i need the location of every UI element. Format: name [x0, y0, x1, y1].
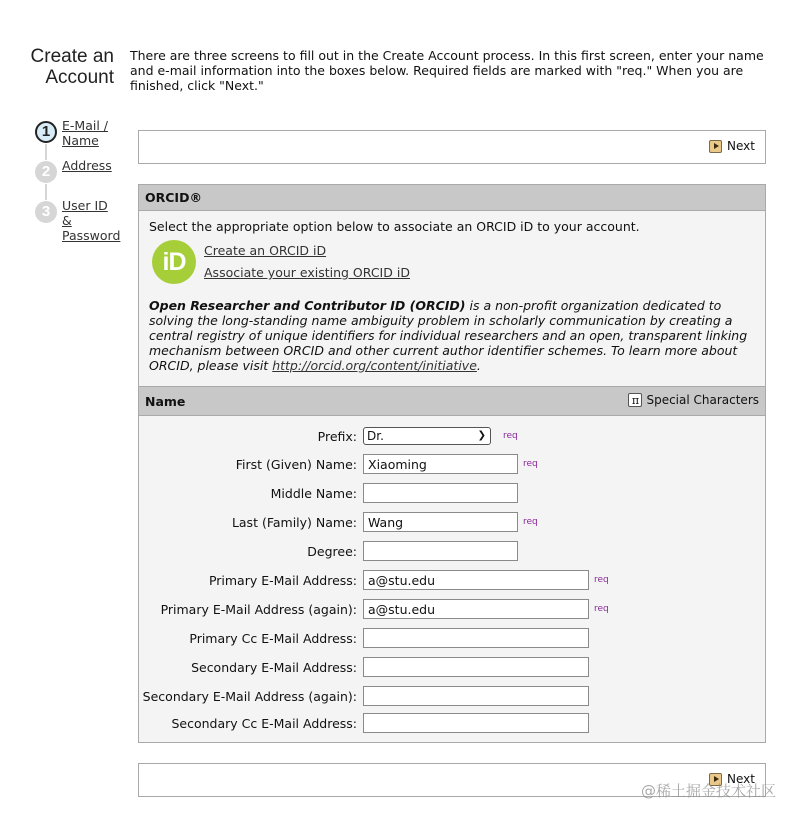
step-label: E-Mail /	[62, 118, 108, 133]
primary-email-row	[139, 570, 765, 592]
req-marker: req	[503, 431, 518, 441]
orcid-desc-end: .	[476, 358, 481, 373]
req-marker: req	[594, 575, 609, 585]
intro-text: There are three screens to fill out in the Create Account process. In this first screen, enter your name and e-mail information into the boxes below. Required fields are marked with "req." When you are finished, click "Next."	[130, 48, 764, 93]
secondary-email-again-row	[139, 686, 765, 708]
middle-name-row	[139, 483, 765, 505]
next-label: Next	[727, 139, 755, 153]
last-name-input[interactable]	[363, 512, 518, 532]
degree-row	[139, 541, 765, 563]
page-title	[24, 46, 114, 88]
step-number: 2	[35, 161, 57, 183]
primary-email-label: Primary E-Mail Address:	[208, 573, 357, 588]
primary-email-again-row	[139, 599, 765, 621]
top-nav-bar	[138, 130, 766, 164]
step-label: Password	[62, 228, 121, 243]
create-orcid-link[interactable]: Create an ORCID iD	[204, 243, 327, 258]
step-email-name[interactable]	[30, 118, 130, 158]
orcid-panel	[138, 184, 766, 388]
name-header	[139, 387, 765, 416]
middle-name-label: Middle Name:	[270, 486, 357, 501]
step-label: Address	[62, 158, 112, 173]
step-address-link[interactable]	[62, 158, 126, 173]
step-userid-password-link[interactable]	[62, 198, 126, 243]
last-name-label: Last (Family) Name:	[231, 515, 357, 530]
page-title-line2: Account	[45, 67, 114, 88]
special-characters-label: Special Characters	[646, 393, 759, 407]
orcid-initiative-link[interactable]: http://orcid.org/content/initiative	[272, 358, 477, 373]
step-address[interactable]	[30, 158, 130, 198]
orcid-header-title: ORCID®	[145, 190, 202, 205]
watermark: @稀土掘金技术社区	[640, 782, 776, 800]
step-label: User ID	[62, 198, 108, 213]
step-number: 1	[35, 121, 57, 143]
secondary-email-row	[139, 657, 765, 679]
primary-email-again-input[interactable]	[363, 599, 589, 619]
secondary-cc-email-label: Secondary Cc E-Mail Address:	[171, 716, 357, 731]
step-label: &	[62, 213, 72, 228]
first-name-label: First (Given) Name:	[235, 457, 357, 472]
secondary-cc-email-row	[139, 713, 765, 735]
orcid-description	[149, 298, 755, 373]
secondary-email-again-label: Secondary E-Mail Address (again):	[142, 689, 357, 704]
page-title-line1: Create an	[30, 46, 114, 67]
step-userid-password[interactable]	[30, 198, 130, 243]
secondary-cc-email-input[interactable]	[363, 713, 589, 733]
prefix-label: Prefix:	[317, 429, 357, 444]
pi-icon: π	[628, 393, 642, 407]
name-panel	[138, 386, 766, 743]
primary-email-again-label: Primary E-Mail Address (again):	[160, 602, 357, 617]
step-number: 3	[35, 201, 57, 223]
orcid-header	[139, 185, 765, 211]
prefix-select[interactable]	[363, 427, 491, 445]
step-indicator	[30, 118, 130, 243]
chevron-down-icon: ❯	[477, 430, 486, 441]
play-arrow-icon	[709, 140, 722, 153]
first-name-input[interactable]	[363, 454, 518, 474]
secondary-email-again-input[interactable]	[363, 686, 589, 706]
step-email-name-link[interactable]	[62, 118, 126, 148]
primary-cc-email-label: Primary Cc E-Mail Address:	[189, 631, 357, 646]
secondary-email-input[interactable]	[363, 657, 589, 677]
prefix-row	[139, 426, 765, 448]
degree-label: Degree:	[307, 544, 357, 559]
primary-cc-email-input[interactable]	[363, 628, 589, 648]
orcid-desc-text: is a non-profit organization dedicated to solving the long-standing name ambiguity problem in scholarly communication by creating a central registry of unique identifiers for individual researchers and an open, transparent linking mechanism between ORCID and other current author identifier schemes. To learn more about ORCID, please visit	[149, 298, 748, 373]
req-marker: req	[523, 459, 538, 469]
orcid-desc-bold: Open Researcher and Contributor ID (ORCID)	[149, 298, 466, 313]
middle-name-input[interactable]	[363, 483, 518, 503]
name-header-title: Name	[145, 394, 186, 409]
first-name-row	[139, 454, 765, 476]
primary-cc-email-row	[139, 628, 765, 650]
secondary-email-label: Secondary E-Mail Address:	[191, 660, 357, 675]
degree-input[interactable]	[363, 541, 518, 561]
step-label: Name	[62, 133, 99, 148]
next-button-top[interactable]	[709, 139, 755, 153]
req-marker: req	[594, 604, 609, 614]
associate-orcid-link[interactable]: Associate your existing ORCID iD	[204, 265, 410, 280]
special-characters-button[interactable]	[628, 393, 759, 407]
orcid-instruction: Select the appropriate option below to associate an ORCID iD to your account.	[149, 219, 640, 234]
req-marker: req	[523, 517, 538, 527]
prefix-selected-value: Dr.	[367, 429, 384, 443]
primary-email-input[interactable]	[363, 570, 589, 590]
orcid-id-icon: iD	[152, 240, 196, 284]
last-name-row	[139, 512, 765, 534]
next-label: Next	[727, 772, 755, 786]
